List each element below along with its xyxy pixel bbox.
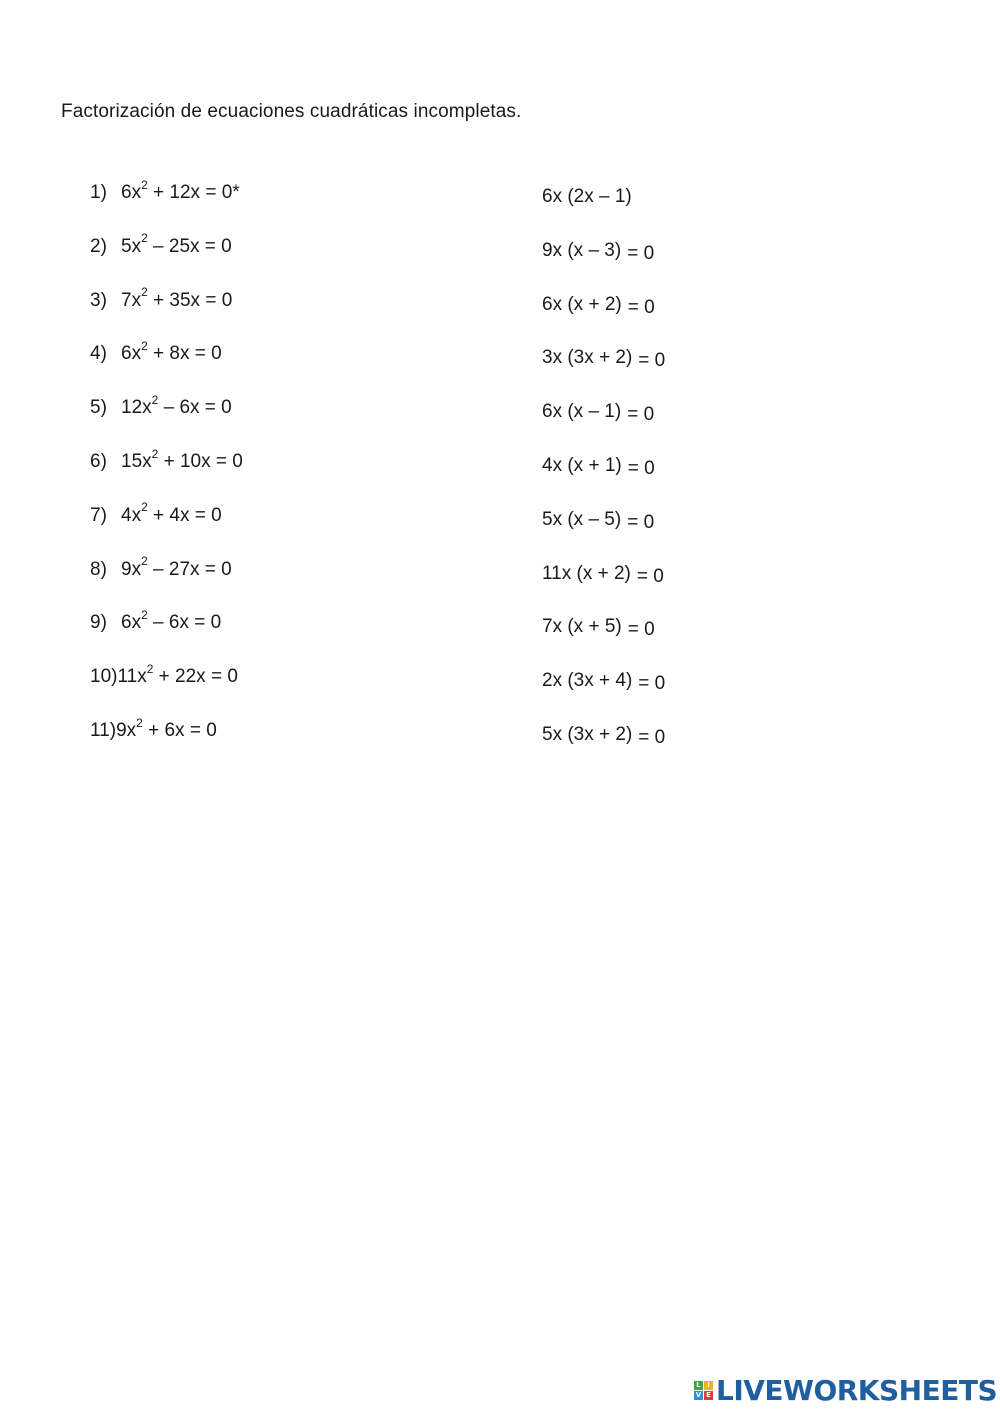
equation-rest: + 12x = 0* bbox=[147, 182, 240, 203]
equation-item bbox=[90, 661, 243, 719]
logo-mark-tile: V bbox=[695, 1391, 702, 1399]
equation-exponent: 2 bbox=[141, 500, 148, 515]
factorization-item bbox=[542, 669, 665, 723]
equation-number: 6) bbox=[90, 450, 107, 472]
equation-number: 1) bbox=[90, 182, 107, 203]
equation-coefficient: 4x bbox=[121, 504, 142, 526]
equals-zero-field[interactable]: = 0 bbox=[627, 457, 655, 479]
equals-zero-field[interactable]: = 0 bbox=[627, 404, 655, 426]
liveworksheets-logo bbox=[694, 1374, 997, 1407]
equation-coefficient: 6x bbox=[121, 612, 142, 634]
equation-rest: – 25x = 0 bbox=[147, 235, 232, 257]
factorization-expression: 5x (3x + 2) bbox=[542, 723, 633, 745]
equation-exponent: 2 bbox=[146, 661, 154, 676]
equation-exponent: 2 bbox=[136, 715, 143, 730]
factorization-item bbox=[542, 239, 665, 293]
factorization-item bbox=[542, 454, 665, 508]
equation-number: 7) bbox=[90, 504, 107, 526]
equation-coefficient: 11x bbox=[117, 666, 147, 688]
equation-number: 5) bbox=[90, 397, 107, 419]
equation-rest: + 22x = 0 bbox=[153, 666, 238, 688]
equation-rest: + 8x = 0 bbox=[147, 343, 222, 365]
equation-number: 9) bbox=[90, 612, 107, 634]
factorization-expression: 6x (x + 2) bbox=[542, 293, 622, 315]
logo-text: LIVEWORKSHEETS bbox=[716, 1374, 998, 1407]
equation-item bbox=[90, 285, 243, 343]
equation-coefficient: 9x bbox=[121, 558, 142, 580]
equation-rest: – 6x = 0 bbox=[158, 397, 232, 419]
equation-item bbox=[90, 500, 243, 558]
equation-item bbox=[90, 715, 243, 773]
factorizations-list bbox=[542, 185, 665, 777]
factorization-expression: 5x (x – 5) bbox=[542, 508, 622, 530]
equation-item bbox=[90, 231, 243, 289]
factorization-item bbox=[542, 562, 665, 616]
factorization-item bbox=[542, 185, 665, 239]
equation-exponent: 2 bbox=[141, 339, 148, 354]
factorization-item bbox=[542, 615, 665, 669]
equations-list bbox=[90, 177, 243, 773]
equation-number: 3) bbox=[90, 289, 107, 311]
logo-mark-tile: I bbox=[704, 1381, 713, 1390]
equation-coefficient: 12x bbox=[121, 397, 152, 419]
equation-rest: + 10x = 0 bbox=[158, 450, 243, 472]
equation-item bbox=[90, 554, 243, 612]
equals-zero-field[interactable]: = 0 bbox=[636, 565, 664, 587]
equation-coefficient: 7x bbox=[121, 289, 142, 311]
equation-item bbox=[90, 339, 243, 396]
equals-zero-field[interactable]: = 0 bbox=[627, 242, 655, 264]
equation-exponent: 2 bbox=[151, 446, 159, 461]
equation-item bbox=[90, 177, 243, 235]
factorization-expression: 2x (3x + 4) bbox=[542, 670, 633, 692]
equation-coefficient: 9x bbox=[116, 719, 137, 741]
equation-exponent: 2 bbox=[141, 608, 148, 623]
equals-zero-field[interactable]: = 0 bbox=[638, 673, 666, 695]
logo-mark-tile: E bbox=[704, 1391, 713, 1400]
equation-coefficient: 6x bbox=[121, 182, 142, 203]
equation-number: 2) bbox=[90, 235, 107, 257]
equation-item bbox=[90, 446, 243, 504]
equation-number: 4) bbox=[90, 343, 107, 365]
equation-item bbox=[90, 608, 243, 665]
equals-zero-field[interactable]: = 0 bbox=[638, 726, 666, 748]
equation-rest: + 35x = 0 bbox=[147, 289, 233, 311]
factorization-item bbox=[542, 723, 665, 777]
equation-coefficient: 15x bbox=[121, 450, 152, 472]
worksheet-title: Factorización de ecuaciones cuadráticas incompletas. bbox=[61, 101, 522, 122]
equation-number: 11) bbox=[90, 719, 117, 741]
equation-rest: – 27x = 0 bbox=[147, 558, 232, 580]
factorization-item bbox=[542, 400, 665, 454]
equation-rest: + 6x = 0 bbox=[142, 719, 217, 741]
equals-zero-field[interactable]: = 0 bbox=[627, 296, 655, 318]
equation-item bbox=[90, 392, 243, 450]
equation-number: 8) bbox=[90, 558, 107, 580]
liveworksheets-logo-icon bbox=[694, 1381, 713, 1400]
equation-coefficient: 5x bbox=[121, 235, 142, 257]
equals-zero-field[interactable]: = 0 bbox=[627, 619, 655, 641]
factorization-expression: 11x (x + 2) bbox=[542, 562, 631, 584]
equation-exponent: 2 bbox=[141, 231, 148, 246]
equation-coefficient: 6x bbox=[121, 343, 142, 365]
equation-rest: + 4x = 0 bbox=[147, 504, 222, 526]
equation-exponent: 2 bbox=[151, 392, 159, 407]
equation-exponent: 2 bbox=[141, 177, 148, 192]
factorization-expression: 7x (x + 5) bbox=[542, 616, 622, 638]
factorization-expression: 9x (x – 3) bbox=[542, 239, 622, 261]
equals-zero-field[interactable]: = 0 bbox=[627, 511, 655, 533]
factorization-expression: 3x (3x + 2) bbox=[542, 347, 633, 369]
factorization-expression: 6x (2x – 1) bbox=[542, 186, 632, 207]
equals-zero-field[interactable]: = 0 bbox=[638, 350, 666, 372]
factorization-item bbox=[542, 293, 665, 347]
factorization-item bbox=[542, 346, 665, 400]
factorization-item bbox=[542, 508, 665, 562]
equation-number: 10) bbox=[90, 666, 118, 688]
equation-exponent: 2 bbox=[141, 554, 148, 569]
factorization-expression: 4x (x + 1) bbox=[542, 454, 622, 476]
equation-rest: – 6x = 0 bbox=[147, 612, 222, 634]
equation-exponent: 2 bbox=[141, 285, 148, 300]
factorization-expression: 6x (x – 1) bbox=[542, 401, 622, 423]
logo-mark-tile: L bbox=[694, 1381, 703, 1390]
